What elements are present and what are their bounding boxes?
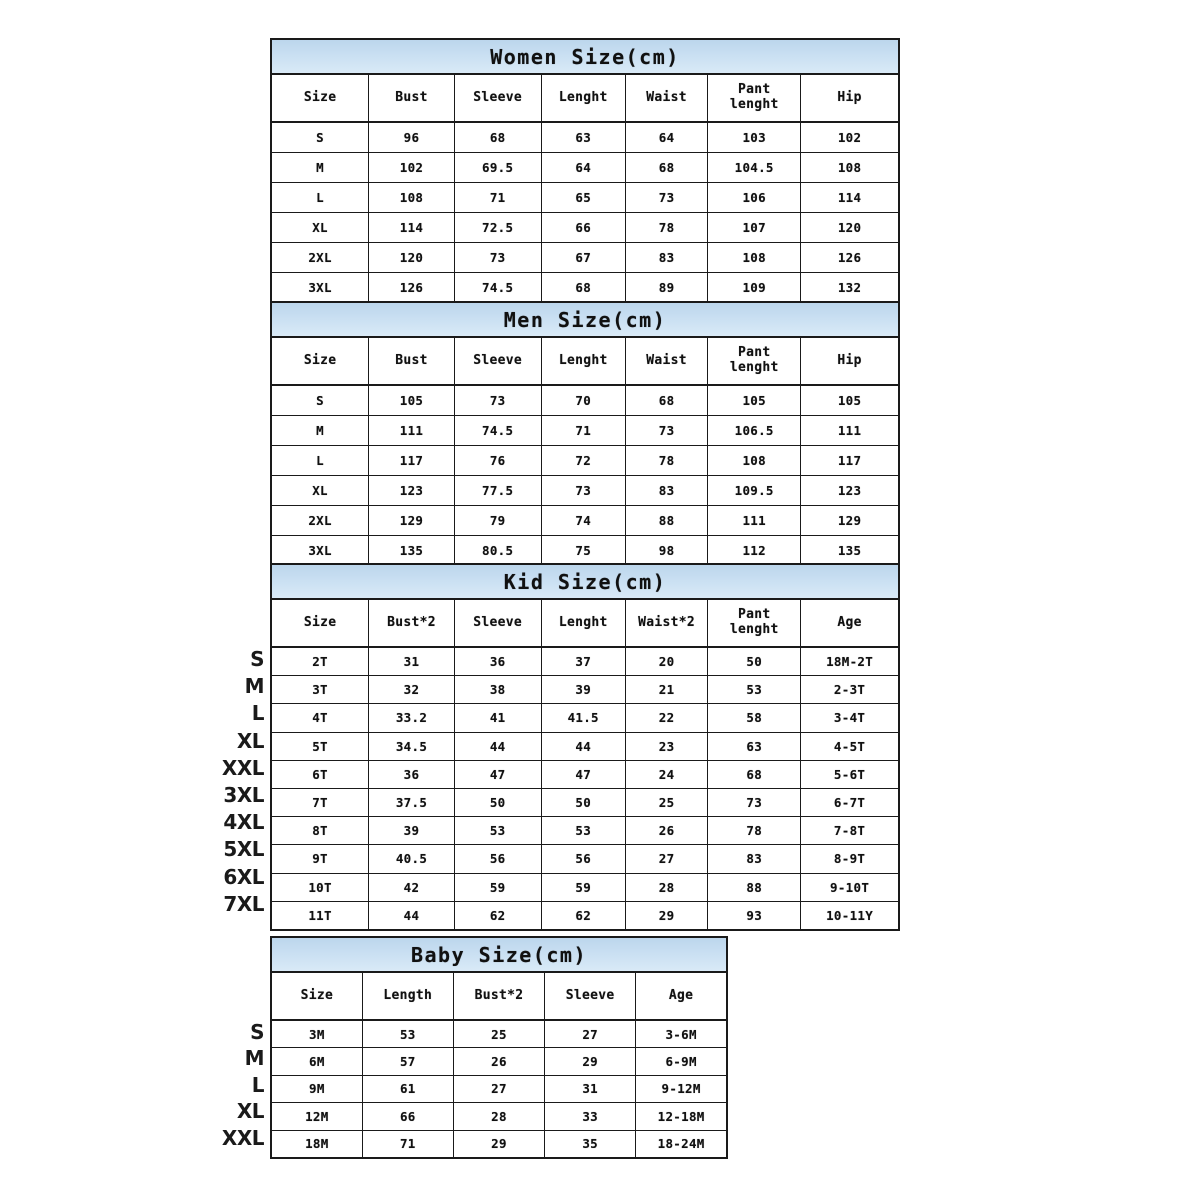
size-rail-label: S <box>250 1020 264 1044</box>
cell-value: 73 <box>454 385 541 416</box>
cell-value: 6-7T <box>801 788 899 816</box>
cell-value: 68 <box>708 760 801 788</box>
cell-value: 39 <box>369 817 455 845</box>
cell-value: 103 <box>708 122 801 153</box>
size-rail-label: XXL <box>221 1125 264 1150</box>
cell-value: 71 <box>362 1130 453 1158</box>
cell-value: 117 <box>369 446 455 476</box>
table-header-row <box>271 337 899 385</box>
cell-value: 33.2 <box>369 704 455 732</box>
cell-size-label: 2XL <box>271 243 369 273</box>
cell-value: 10-11Y <box>801 901 899 930</box>
table-header-row <box>271 972 727 1020</box>
table-row <box>271 1075 727 1102</box>
table-row <box>271 901 899 930</box>
cell-value: 2-3T <box>801 676 899 704</box>
cell-value: 107 <box>708 213 801 243</box>
cell-value: 83 <box>625 243 707 273</box>
cell-size-label: M <box>271 153 369 183</box>
column-header-women-4: Waist <box>625 74 707 122</box>
table-row <box>271 385 899 416</box>
column-header-women-3: Lenght <box>541 74 625 122</box>
cell-size-label: XL <box>271 476 369 506</box>
cell-value: 78 <box>708 817 801 845</box>
cell-value: 79 <box>454 506 541 536</box>
cell-size-label: 3XL <box>271 536 369 567</box>
cell-value: 68 <box>625 153 707 183</box>
column-header-men-6: Hip <box>801 337 899 385</box>
cell-value: 9-10T <box>801 873 899 901</box>
cell-value: 25 <box>453 1020 544 1048</box>
cell-size-label: 11T <box>271 901 369 930</box>
table-row <box>271 1130 727 1158</box>
cell-value: 71 <box>541 416 625 446</box>
cell-value: 61 <box>362 1075 453 1102</box>
cell-value: 72.5 <box>454 213 541 243</box>
column-header-women-6: Hip <box>801 74 899 122</box>
cell-value: 63 <box>541 122 625 153</box>
size-rail-label: L <box>251 701 264 726</box>
column-header-kid-4: Waist*2 <box>625 599 707 647</box>
cell-value: 111 <box>369 416 455 446</box>
table-banner-row <box>271 937 727 972</box>
cell-value: 28 <box>625 873 707 901</box>
column-header-baby-0: Size <box>271 972 362 1020</box>
cell-value: 105 <box>369 385 455 416</box>
cell-value: 111 <box>708 506 801 536</box>
table-row <box>271 273 899 304</box>
cell-value: 31 <box>545 1075 636 1102</box>
cell-size-label: S <box>271 122 369 153</box>
cell-value: 98 <box>625 536 707 567</box>
cell-value: 50 <box>708 647 801 676</box>
cell-value: 29 <box>453 1130 544 1158</box>
cell-value: 20 <box>625 647 707 676</box>
cell-value: 66 <box>362 1103 453 1130</box>
cell-value: 53 <box>708 676 801 704</box>
cell-value: 68 <box>454 122 541 153</box>
cell-value: 120 <box>801 213 899 243</box>
cell-value: 126 <box>369 273 455 304</box>
cell-size-label: 9M <box>271 1075 362 1102</box>
cell-value: 62 <box>454 901 541 930</box>
size-rail-label: XXL <box>221 755 264 780</box>
table-title-women: Women Size(cm) <box>271 39 899 74</box>
cell-value: 41 <box>454 704 541 732</box>
cell-value: 29 <box>545 1048 636 1075</box>
cell-value: 3-6M <box>636 1020 727 1048</box>
column-header-kid-1: Bust*2 <box>369 599 455 647</box>
column-header-kid-3: Lenght <box>541 599 625 647</box>
cell-value: 112 <box>708 536 801 567</box>
cell-size-label: 18M <box>271 1130 362 1158</box>
cell-value: 73 <box>454 243 541 273</box>
table-header-row <box>271 74 899 122</box>
cell-value: 53 <box>541 817 625 845</box>
cell-value: 3-4T <box>801 704 899 732</box>
cell-size-label: 2T <box>271 647 369 676</box>
table-row <box>271 647 899 676</box>
cell-value: 108 <box>801 153 899 183</box>
table-row <box>271 788 899 816</box>
cell-value: 117 <box>801 446 899 476</box>
cell-value: 123 <box>369 476 455 506</box>
cell-value: 29 <box>625 901 707 930</box>
cell-size-label: 12M <box>271 1103 362 1130</box>
cell-value: 126 <box>801 243 899 273</box>
cell-value: 132 <box>801 273 899 304</box>
size-rail-label: L <box>251 1072 264 1097</box>
cell-size-label: 8T <box>271 817 369 845</box>
cell-value: 42 <box>369 873 455 901</box>
cell-size-label: 5T <box>271 732 369 760</box>
cell-value: 5-6T <box>801 760 899 788</box>
cell-value: 44 <box>541 732 625 760</box>
table-row <box>271 1020 727 1048</box>
size-table-women <box>270 38 900 304</box>
size-rail-kid <box>200 646 264 918</box>
table-row <box>271 506 899 536</box>
size-rail-label: 7XL <box>223 891 264 916</box>
cell-value: 73 <box>625 416 707 446</box>
cell-value: 31 <box>369 647 455 676</box>
cell-value: 37.5 <box>369 788 455 816</box>
table-title-baby: Baby Size(cm) <box>271 937 727 972</box>
cell-value: 83 <box>708 845 801 873</box>
column-header-women-2: Sleeve <box>454 74 541 122</box>
cell-value: 104.5 <box>708 153 801 183</box>
cell-value: 53 <box>362 1020 453 1048</box>
table-row <box>271 122 899 153</box>
cell-value: 72 <box>541 446 625 476</box>
table-row <box>271 446 899 476</box>
table-row <box>271 817 899 845</box>
column-header-women-1: Bust <box>369 74 455 122</box>
size-rail-label: 6XL <box>223 864 264 889</box>
table-men <box>270 301 900 567</box>
table-women <box>270 38 900 304</box>
cell-value: 71 <box>454 183 541 213</box>
cell-value: 32 <box>369 676 455 704</box>
cell-size-label: M <box>271 416 369 446</box>
cell-value: 108 <box>708 446 801 476</box>
cell-value: 77.5 <box>454 476 541 506</box>
cell-value: 64 <box>541 153 625 183</box>
table-row <box>271 536 899 567</box>
cell-value: 36 <box>369 760 455 788</box>
table-banner-row <box>271 564 899 599</box>
table-row <box>271 1048 727 1075</box>
size-rail-label: M <box>244 1046 264 1071</box>
cell-value: 59 <box>454 873 541 901</box>
cell-value: 8-9T <box>801 845 899 873</box>
cell-value: 47 <box>541 760 625 788</box>
cell-size-label: XL <box>271 213 369 243</box>
table-row <box>271 183 899 213</box>
cell-value: 106 <box>708 183 801 213</box>
cell-value: 88 <box>625 506 707 536</box>
cell-value: 44 <box>369 901 455 930</box>
size-table-men <box>270 301 900 567</box>
cell-value: 66 <box>541 213 625 243</box>
cell-value: 93 <box>708 901 801 930</box>
table-baby <box>270 936 728 1159</box>
cell-value: 18M-2T <box>801 647 899 676</box>
cell-value: 41.5 <box>541 704 625 732</box>
column-header-kid-0: Size <box>271 599 369 647</box>
cell-size-label: 4T <box>271 704 369 732</box>
cell-size-label: 3XL <box>271 273 369 304</box>
cell-value: 105 <box>708 385 801 416</box>
table-row <box>271 873 899 901</box>
size-rail-label: S <box>250 647 264 671</box>
cell-value: 50 <box>541 788 625 816</box>
column-header-women-5: Pant lenght <box>708 74 801 122</box>
column-header-baby-2: Bust*2 <box>453 972 544 1020</box>
column-header-baby-4: Age <box>636 972 727 1020</box>
table-row <box>271 153 899 183</box>
size-rail-label: 3XL <box>223 782 264 807</box>
cell-value: 56 <box>541 845 625 873</box>
cell-value: 24 <box>625 760 707 788</box>
cell-value: 7-8T <box>801 817 899 845</box>
size-rail-label: 4XL <box>223 810 264 835</box>
cell-value: 102 <box>369 153 455 183</box>
cell-value: 50 <box>454 788 541 816</box>
cell-value: 73 <box>541 476 625 506</box>
column-header-baby-3: Sleeve <box>545 972 636 1020</box>
cell-value: 123 <box>801 476 899 506</box>
cell-value: 26 <box>453 1048 544 1075</box>
cell-value: 25 <box>625 788 707 816</box>
table-kid <box>270 563 900 931</box>
cell-value: 74 <box>541 506 625 536</box>
cell-value: 120 <box>369 243 455 273</box>
cell-value: 40.5 <box>369 845 455 873</box>
cell-value: 68 <box>625 385 707 416</box>
column-header-men-5: Pant lenght <box>708 337 801 385</box>
cell-value: 22 <box>625 704 707 732</box>
column-header-men-1: Bust <box>369 337 455 385</box>
cell-value: 18-24M <box>636 1130 727 1158</box>
cell-value: 78 <box>625 446 707 476</box>
cell-value: 80.5 <box>454 536 541 567</box>
cell-value: 114 <box>369 213 455 243</box>
cell-value: 135 <box>801 536 899 567</box>
cell-value: 70 <box>541 385 625 416</box>
column-header-men-3: Lenght <box>541 337 625 385</box>
cell-value: 26 <box>625 817 707 845</box>
size-rail-label: XL <box>236 1099 264 1124</box>
table-row <box>271 243 899 273</box>
cell-size-label: 2XL <box>271 506 369 536</box>
cell-value: 135 <box>369 536 455 567</box>
table-row <box>271 845 899 873</box>
cell-value: 88 <box>708 873 801 901</box>
cell-value: 76 <box>454 446 541 476</box>
column-header-men-0: Size <box>271 337 369 385</box>
cell-value: 108 <box>708 243 801 273</box>
column-header-kid-2: Sleeve <box>454 599 541 647</box>
table-banner-row <box>271 302 899 337</box>
cell-value: 34.5 <box>369 732 455 760</box>
cell-size-label: 3M <box>271 1020 362 1048</box>
size-rail-label: XL <box>236 728 264 753</box>
cell-value: 102 <box>801 122 899 153</box>
cell-value: 4-5T <box>801 732 899 760</box>
table-row <box>271 416 899 446</box>
cell-value: 56 <box>454 845 541 873</box>
cell-size-label: 6M <box>271 1048 362 1075</box>
cell-value: 129 <box>801 506 899 536</box>
table-row <box>271 476 899 506</box>
table-header-row <box>271 599 899 647</box>
table-title-men: Men Size(cm) <box>271 302 899 337</box>
cell-value: 83 <box>625 476 707 506</box>
table-title-kid: Kid Size(cm) <box>271 564 899 599</box>
column-header-kid-5: Pant lenght <box>708 599 801 647</box>
table-row <box>271 1103 727 1130</box>
cell-value: 69.5 <box>454 153 541 183</box>
cell-value: 27 <box>453 1075 544 1102</box>
cell-value: 36 <box>454 647 541 676</box>
cell-value: 109.5 <box>708 476 801 506</box>
table-row <box>271 732 899 760</box>
cell-value: 62 <box>541 901 625 930</box>
cell-value: 9-12M <box>636 1075 727 1102</box>
cell-size-label: L <box>271 446 369 476</box>
cell-value: 58 <box>708 704 801 732</box>
size-table-kid <box>270 563 900 931</box>
cell-size-label: S <box>271 385 369 416</box>
cell-value: 105 <box>801 385 899 416</box>
cell-value: 74.5 <box>454 273 541 304</box>
cell-value: 27 <box>625 845 707 873</box>
cell-size-label: L <box>271 183 369 213</box>
cell-value: 109 <box>708 273 801 304</box>
column-header-kid-6: Age <box>801 599 899 647</box>
column-header-baby-1: Length <box>362 972 453 1020</box>
cell-value: 65 <box>541 183 625 213</box>
cell-value: 67 <box>541 243 625 273</box>
table-banner-row <box>271 39 899 74</box>
cell-value: 73 <box>708 788 801 816</box>
cell-size-label: 3T <box>271 676 369 704</box>
cell-value: 59 <box>541 873 625 901</box>
cell-value: 33 <box>545 1103 636 1130</box>
cell-value: 63 <box>708 732 801 760</box>
cell-value: 68 <box>541 273 625 304</box>
cell-value: 44 <box>454 732 541 760</box>
table-row <box>271 676 899 704</box>
size-table-baby <box>270 936 728 1159</box>
cell-value: 106.5 <box>708 416 801 446</box>
size-rail-baby <box>200 1019 264 1151</box>
cell-value: 96 <box>369 122 455 153</box>
cell-value: 75 <box>541 536 625 567</box>
column-header-women-0: Size <box>271 74 369 122</box>
cell-value: 28 <box>453 1103 544 1130</box>
table-row <box>271 704 899 732</box>
table-row <box>271 213 899 243</box>
cell-value: 74.5 <box>454 416 541 446</box>
cell-value: 38 <box>454 676 541 704</box>
cell-value: 111 <box>801 416 899 446</box>
cell-size-label: 7T <box>271 788 369 816</box>
cell-value: 6-9M <box>636 1048 727 1075</box>
cell-value: 39 <box>541 676 625 704</box>
cell-value: 114 <box>801 183 899 213</box>
cell-value: 27 <box>545 1020 636 1048</box>
column-header-men-2: Sleeve <box>454 337 541 385</box>
cell-size-label: 9T <box>271 845 369 873</box>
table-row <box>271 760 899 788</box>
cell-value: 47 <box>454 760 541 788</box>
size-rail-label: M <box>244 674 264 699</box>
cell-value: 129 <box>369 506 455 536</box>
cell-value: 108 <box>369 183 455 213</box>
cell-value: 53 <box>454 817 541 845</box>
cell-size-label: 10T <box>271 873 369 901</box>
cell-value: 64 <box>625 122 707 153</box>
cell-value: 35 <box>545 1130 636 1158</box>
cell-value: 21 <box>625 676 707 704</box>
cell-value: 37 <box>541 647 625 676</box>
cell-value: 89 <box>625 273 707 304</box>
cell-value: 57 <box>362 1048 453 1075</box>
cell-value: 23 <box>625 732 707 760</box>
column-header-men-4: Waist <box>625 337 707 385</box>
cell-value: 73 <box>625 183 707 213</box>
size-rail-label: 5XL <box>223 837 264 862</box>
cell-value: 12-18M <box>636 1103 727 1130</box>
cell-value: 78 <box>625 213 707 243</box>
cell-size-label: 6T <box>271 760 369 788</box>
